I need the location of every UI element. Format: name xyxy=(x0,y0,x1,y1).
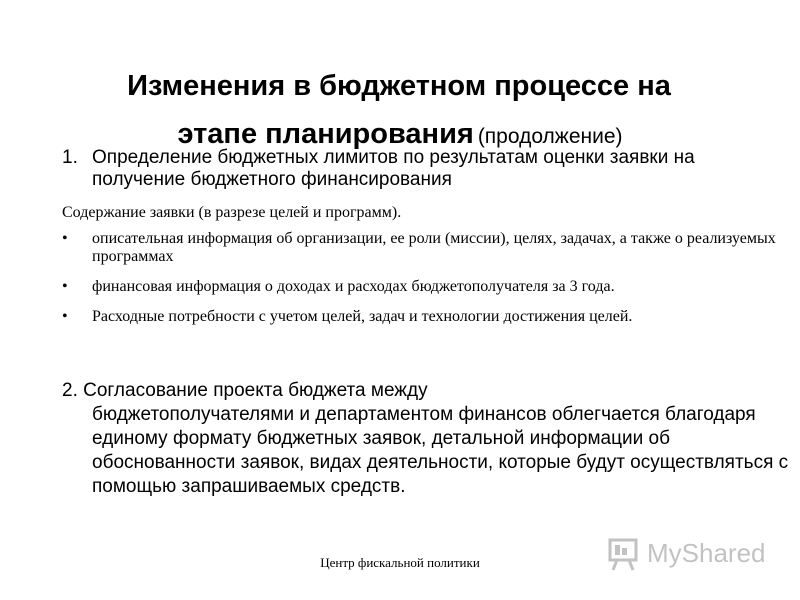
title-line-2-main: этапе планирования xyxy=(177,118,474,150)
bullet-list xyxy=(62,230,792,338)
item-2-first-line: 2. Согласование проекта бюджета между xyxy=(62,380,428,401)
bullet-icon: • xyxy=(62,278,68,295)
bullet-item xyxy=(62,230,792,266)
watermark-logo xyxy=(607,536,767,576)
watermark-text: MyShared xyxy=(647,538,766,568)
title-line-1: Изменения в бюджетном процессе на xyxy=(127,70,671,102)
item-1 xyxy=(62,147,787,191)
bullet-item xyxy=(62,278,792,296)
item-1-text: Определение бюджетных лимитов по результатам оценки заявки на получение бюджетного финансирования xyxy=(92,147,695,190)
content-heading: Содержание заявки (в разрезе целей и программ). xyxy=(62,204,402,221)
title-subtitle: (продолжение) xyxy=(477,125,623,148)
item-2-text: бюджетополучателями и департаментом финансов облегчается благодаря единому формату бюджетных заявок, детальной информации об обоснованности заявок, видах деятельности, которые будут осуществляться с помощью запрашиваемых средств. xyxy=(92,404,789,497)
bullet-item xyxy=(62,308,792,326)
item-2 xyxy=(62,379,792,499)
bullet-icon: • xyxy=(62,308,68,325)
bullet-icon: • xyxy=(62,230,68,247)
item-1-number: 1. xyxy=(62,147,78,168)
presentation-board-icon xyxy=(607,536,641,572)
bullet-text: описательная информация об организации, ее роли (миссии), целях, задачах, а также о реализуемых программах xyxy=(92,230,776,265)
bullet-text: финансовая информация о доходах и расходах бюджетополучателя за 3 года. xyxy=(92,278,615,295)
bullet-text: Расходные потребности с учетом целей, задач и технологии достижения целей. xyxy=(92,308,633,325)
footer-text: Центр фискальной политики xyxy=(320,555,480,570)
